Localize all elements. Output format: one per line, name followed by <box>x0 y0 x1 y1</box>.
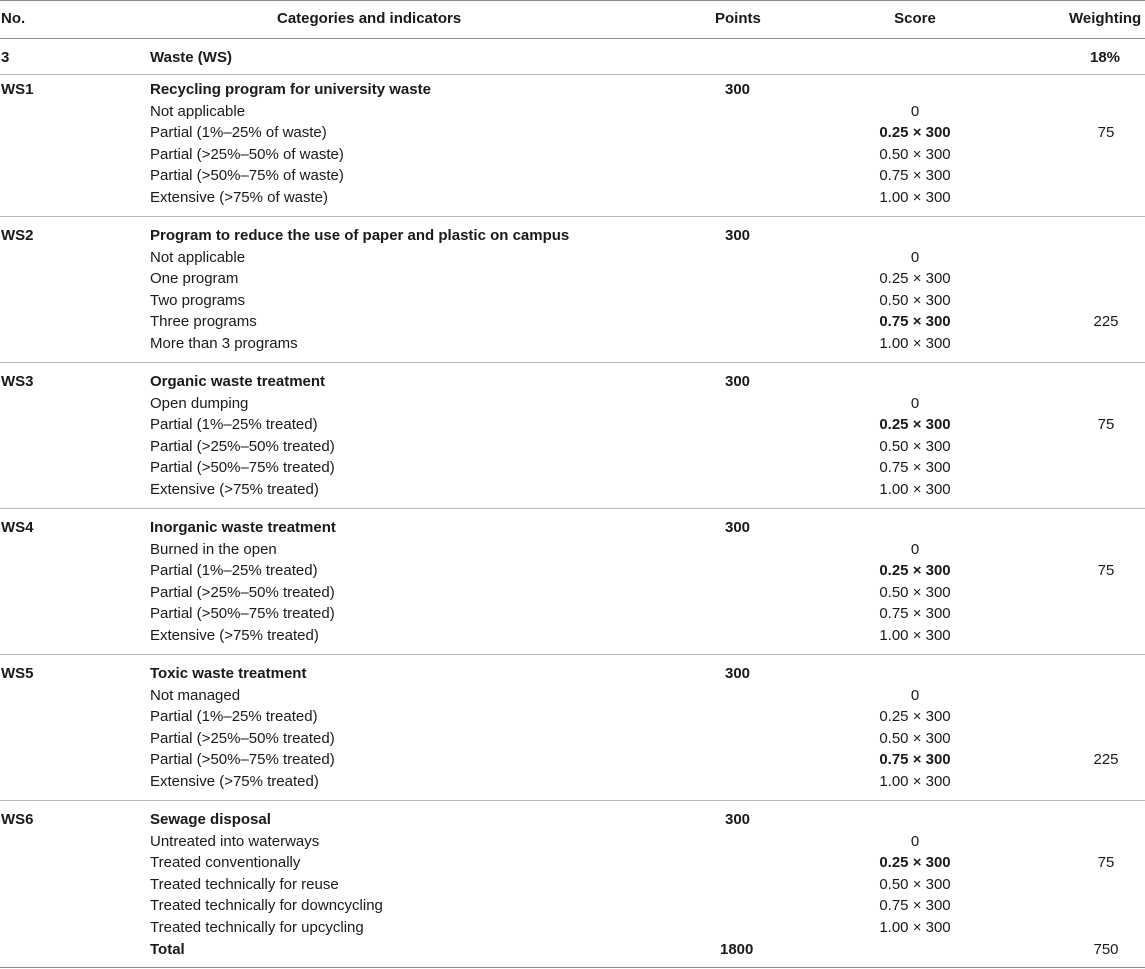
header-categories: Categories and indicators <box>277 10 462 27</box>
indicator-score: 0.25 × 300 <box>879 270 951 287</box>
indicator-score: 1.00 × 300 <box>879 918 951 936</box>
section-title: Recycling program for university waste <box>150 81 431 98</box>
section-title: Toxic waste treatment <box>150 665 307 682</box>
section-points: 300 <box>725 665 751 682</box>
indicator-score: 0.25 × 300 <box>879 708 951 725</box>
indicator-score: 0.75 × 300 <box>879 459 951 476</box>
section-rule <box>0 508 1145 509</box>
indicator-label: Partial (>25%–50% of waste) <box>150 145 344 163</box>
indicator-score: 0.75 × 300 <box>879 313 951 330</box>
indicator-score: 0 <box>910 832 920 850</box>
indicator-score: 0.75 × 300 <box>879 897 951 914</box>
section-points: 300 <box>725 519 751 536</box>
indicator-score: 0.50 × 300 <box>879 291 951 309</box>
indicator-label: Partial (>50%–75% treated) <box>150 605 335 622</box>
section-weighting: 75 <box>1097 562 1115 579</box>
total-label: Total <box>150 941 185 958</box>
section-title: Inorganic waste treatment <box>150 519 336 536</box>
section-weighting: 75 <box>1097 416 1115 433</box>
indicator-label: Partial (>25%–50% treated) <box>150 437 335 455</box>
section-weighting: 75 <box>1097 124 1115 141</box>
indicator-label: Treated technically for reuse <box>150 875 339 893</box>
indicator-label: Extensive (>75% treated) <box>150 772 319 790</box>
indicator-label: Burned in the open <box>150 540 277 558</box>
section-points: 300 <box>725 373 751 390</box>
indicator-label: Extensive (>75% of waste) <box>150 188 329 206</box>
bottom-rule <box>0 967 1145 968</box>
indicator-score: 0.50 × 300 <box>879 145 951 163</box>
category-weighting: 18% <box>1090 49 1121 66</box>
section-title: Program to reduce the use of paper and plastic on campus <box>150 227 570 244</box>
indicator-score: 1.00 × 300 <box>879 480 951 498</box>
indicator-label: Extensive (>75% treated) <box>150 480 319 498</box>
section-code: WS3 <box>1 373 34 390</box>
indicator-score: 0.25 × 300 <box>879 854 951 871</box>
indicator-label: Partial (>50%–75% treated) <box>150 751 335 768</box>
indicator-score: 0.25 × 300 <box>879 416 951 433</box>
header-weighting: Weighting <box>1069 10 1142 27</box>
indicator-score: 0.50 × 300 <box>879 437 951 455</box>
indicator-score: 0 <box>910 686 920 704</box>
indicator-label: Partial (>50%–75% treated) <box>150 459 335 476</box>
indicator-score: 0.25 × 300 <box>879 562 951 579</box>
indicator-label: Partial (1%–25% treated) <box>150 562 318 579</box>
indicator-score: 0 <box>910 540 920 558</box>
indicator-label: More than 3 programs <box>150 334 298 352</box>
section-points: 300 <box>725 811 751 828</box>
total-points: 1800 <box>720 941 754 958</box>
indicator-label: One program <box>150 270 239 287</box>
indicator-score: 1.00 × 300 <box>879 772 951 790</box>
indicator-label: Partial (1%–25% of waste) <box>150 124 327 141</box>
indicator-score: 1.00 × 300 <box>879 626 951 644</box>
section-rule <box>0 654 1145 655</box>
total-weighting: 750 <box>1093 941 1119 958</box>
indicator-label: Partial (>50%–75% of waste) <box>150 167 344 184</box>
indicator-score: 0 <box>910 394 920 412</box>
indicator-score: 0 <box>910 102 920 120</box>
indicator-label: Not applicable <box>150 102 246 120</box>
section-code: WS2 <box>1 227 34 244</box>
indicator-label: Partial (>25%–50% treated) <box>150 583 335 601</box>
indicator-label: Two programs <box>150 291 246 309</box>
indicator-score: 0.75 × 300 <box>879 605 951 622</box>
section-rule <box>0 800 1145 801</box>
indicator-label: Extensive (>75% treated) <box>150 626 319 644</box>
section-points: 300 <box>725 227 751 244</box>
indicator-label: Partial (>25%–50% treated) <box>150 729 335 747</box>
top-rule <box>0 0 1145 1</box>
section-rule <box>0 362 1145 363</box>
indicator-score: 1.00 × 300 <box>879 188 951 206</box>
indicator-score: 0.75 × 300 <box>879 751 951 768</box>
section-rule <box>0 216 1145 217</box>
section-code: WS5 <box>1 665 34 682</box>
indicator-label: Treated conventionally <box>150 854 301 871</box>
section-title: Sewage disposal <box>150 811 271 828</box>
indicator-score: 0.50 × 300 <box>879 875 951 893</box>
indicator-label: Partial (1%–25% treated) <box>150 708 318 725</box>
indicator-score: 1.00 × 300 <box>879 334 951 352</box>
section-code: WS4 <box>1 519 34 536</box>
indicator-score: 0.50 × 300 <box>879 583 951 601</box>
indicator-label: Untreated into waterways <box>150 832 320 850</box>
header-points: Points <box>715 10 761 27</box>
indicator-score: 0.50 × 300 <box>879 729 951 747</box>
indicator-score: 0 <box>910 248 920 266</box>
header-score: Score <box>894 10 936 27</box>
indicator-label: Treated technically for downcycling <box>150 897 383 914</box>
section-code: WS1 <box>1 81 34 98</box>
indicator-score: 0.25 × 300 <box>879 124 951 141</box>
indicator-label: Not applicable <box>150 248 246 266</box>
indicator-label: Not managed <box>150 686 241 704</box>
header-rule <box>0 38 1145 39</box>
indicator-label: Treated technically for upcycling <box>150 918 364 936</box>
header-no: No. <box>1 10 26 27</box>
indicator-label: Three programs <box>150 313 257 330</box>
section-code: WS6 <box>1 811 34 828</box>
category-name: Waste (WS) <box>150 49 232 66</box>
section-title: Organic waste treatment <box>150 373 326 390</box>
section-weighting: 75 <box>1097 854 1115 871</box>
indicator-score: 0.75 × 300 <box>879 167 951 184</box>
section-weighting: 225 <box>1093 313 1119 330</box>
section-weighting: 225 <box>1093 751 1119 768</box>
indicator-label: Open dumping <box>150 394 249 412</box>
category-rule <box>0 74 1145 75</box>
category-no: 3 <box>1 49 10 66</box>
section-points: 300 <box>725 81 751 98</box>
indicator-label: Partial (1%–25% treated) <box>150 416 318 433</box>
